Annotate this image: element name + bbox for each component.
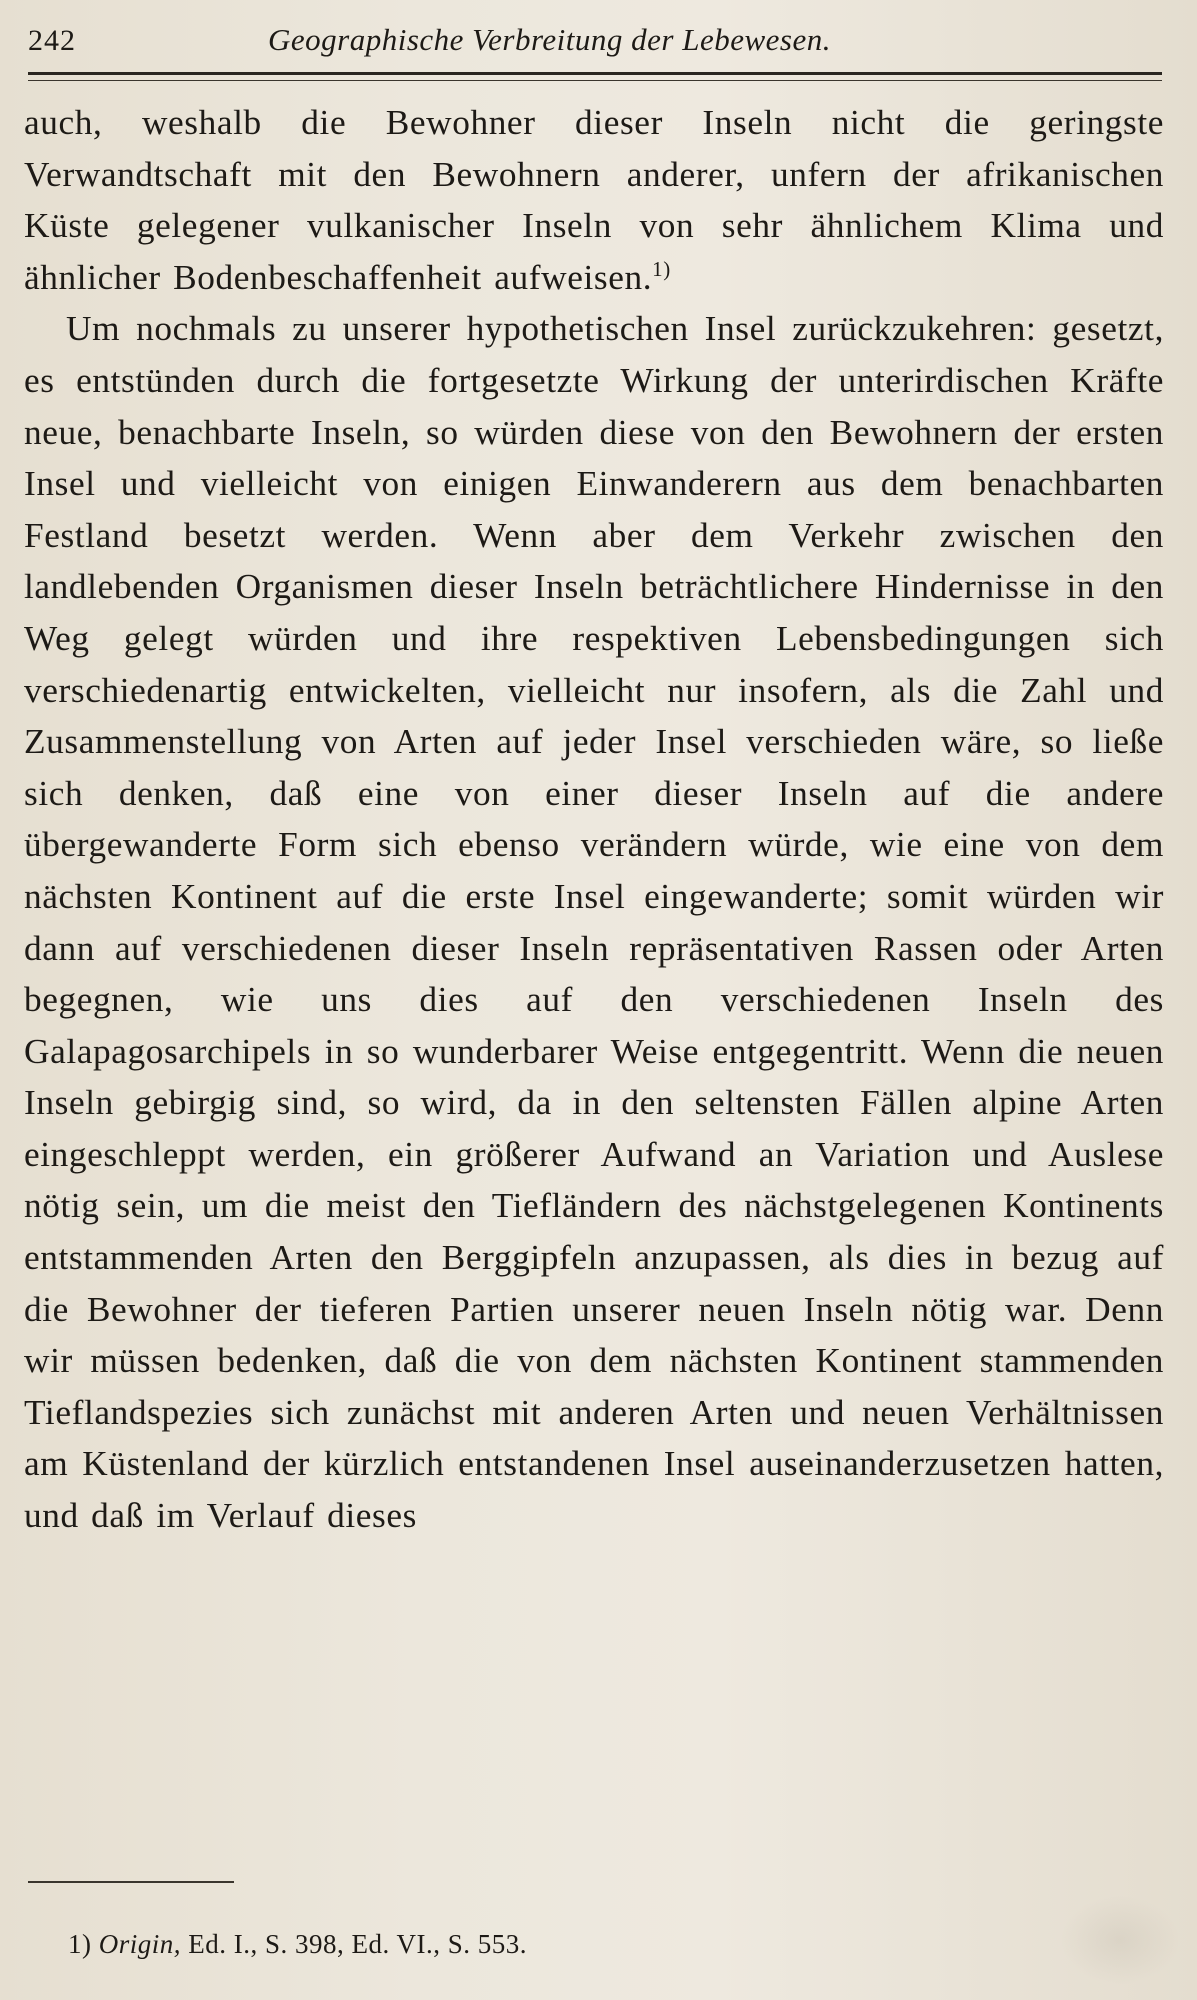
footnote-rule (28, 1881, 234, 1883)
footnote (68, 1929, 527, 1960)
running-title: Geographische Verbreitung der Lebewesen. (268, 22, 831, 57)
page-bleed-through (1060, 1895, 1180, 1985)
page-header (28, 20, 1158, 64)
header-rule-thin (28, 80, 1162, 81)
paragraph-2: Um nochmals zu unserer hypothetischen Insel zurückzukehren: gesetzt, es entstünden durch die fortgesetzte Wirkung der unterirdischen Kräfte neue, benachbarte Inseln, so würden diese von den Bewohnern der ersten Insel und vielleicht von einigen Einwanderern aus dem benachbarten Festland besetzt werden. Wenn aber dem Verkehr zwischen den landlebenden Organismen dieser Inseln beträchtlichere Hindernisse in den Weg gelegt würden und ihre respektiven Lebensbedingungen sich verschiedenartig entwickelten, vielleicht nur insofern, als die Zahl und Zusammenstellung von Arten auf jeder Insel verschieden wäre, so ließe sich denken, daß eine von einer dieser Inseln auf die andere übergewanderte Form sich ebenso verändern würde, wie eine von dem nächsten Kontinent auf die erste Insel eingewanderte; somit würden wir dann auf verschiedenen dieser Inseln repräsentativen Rassen oder Arten begegnen, wie uns dies auf den verschiedenen Inseln des Galapagosarchipels in so wunderbarer Weise entgegentritt. Wenn die neuen Inseln gebirgig sind, so wird, da in den seltensten Fällen alpine Arten eingeschleppt werden, ein größerer Aufwand an Variation und Auslese nötig sein, um die meist den Tiefländern des nächstgelegenen Kontinents entstammenden Arten den Berggipfeln anzupassen, als dies in bezug auf die Bewohner der tieferen Partien unserer neuen Inseln nötig war. Denn wir müssen bedenken, daß die von dem nächsten Kontinent stammenden Tieflandspezies sich zunächst mit anderen Arten und neuen Verhältnissen am Küstenland der kürzlich entstandenen Insel auseinanderzusetzen hatten, und daß im Verlauf dieses (24, 309, 1164, 1536)
page-number: 242 (28, 24, 76, 57)
paragraph-1 (24, 97, 1164, 303)
footnote-marker: 1) (68, 1929, 92, 1959)
footnote-reference-text: Ed. I., S. 398, Ed. VI., S. 553. (188, 1929, 528, 1959)
header-rule-thick (28, 72, 1162, 75)
paragraph-1-text: auch, weshalb die Bewohner dieser Inseln nicht die geringste Verwandtschaft mit den Bewohnern anderer, unfern der afrikanischen Küste gelegener vulkanischer Inseln von sehr ähnlichem Klima und ähnlicher Bodenbeschaffenheit aufweisen. (24, 103, 1164, 297)
footnote-reference: 1) (652, 257, 671, 282)
body-text (24, 97, 1164, 1542)
footnote-title: Origin, (98, 1929, 182, 1959)
